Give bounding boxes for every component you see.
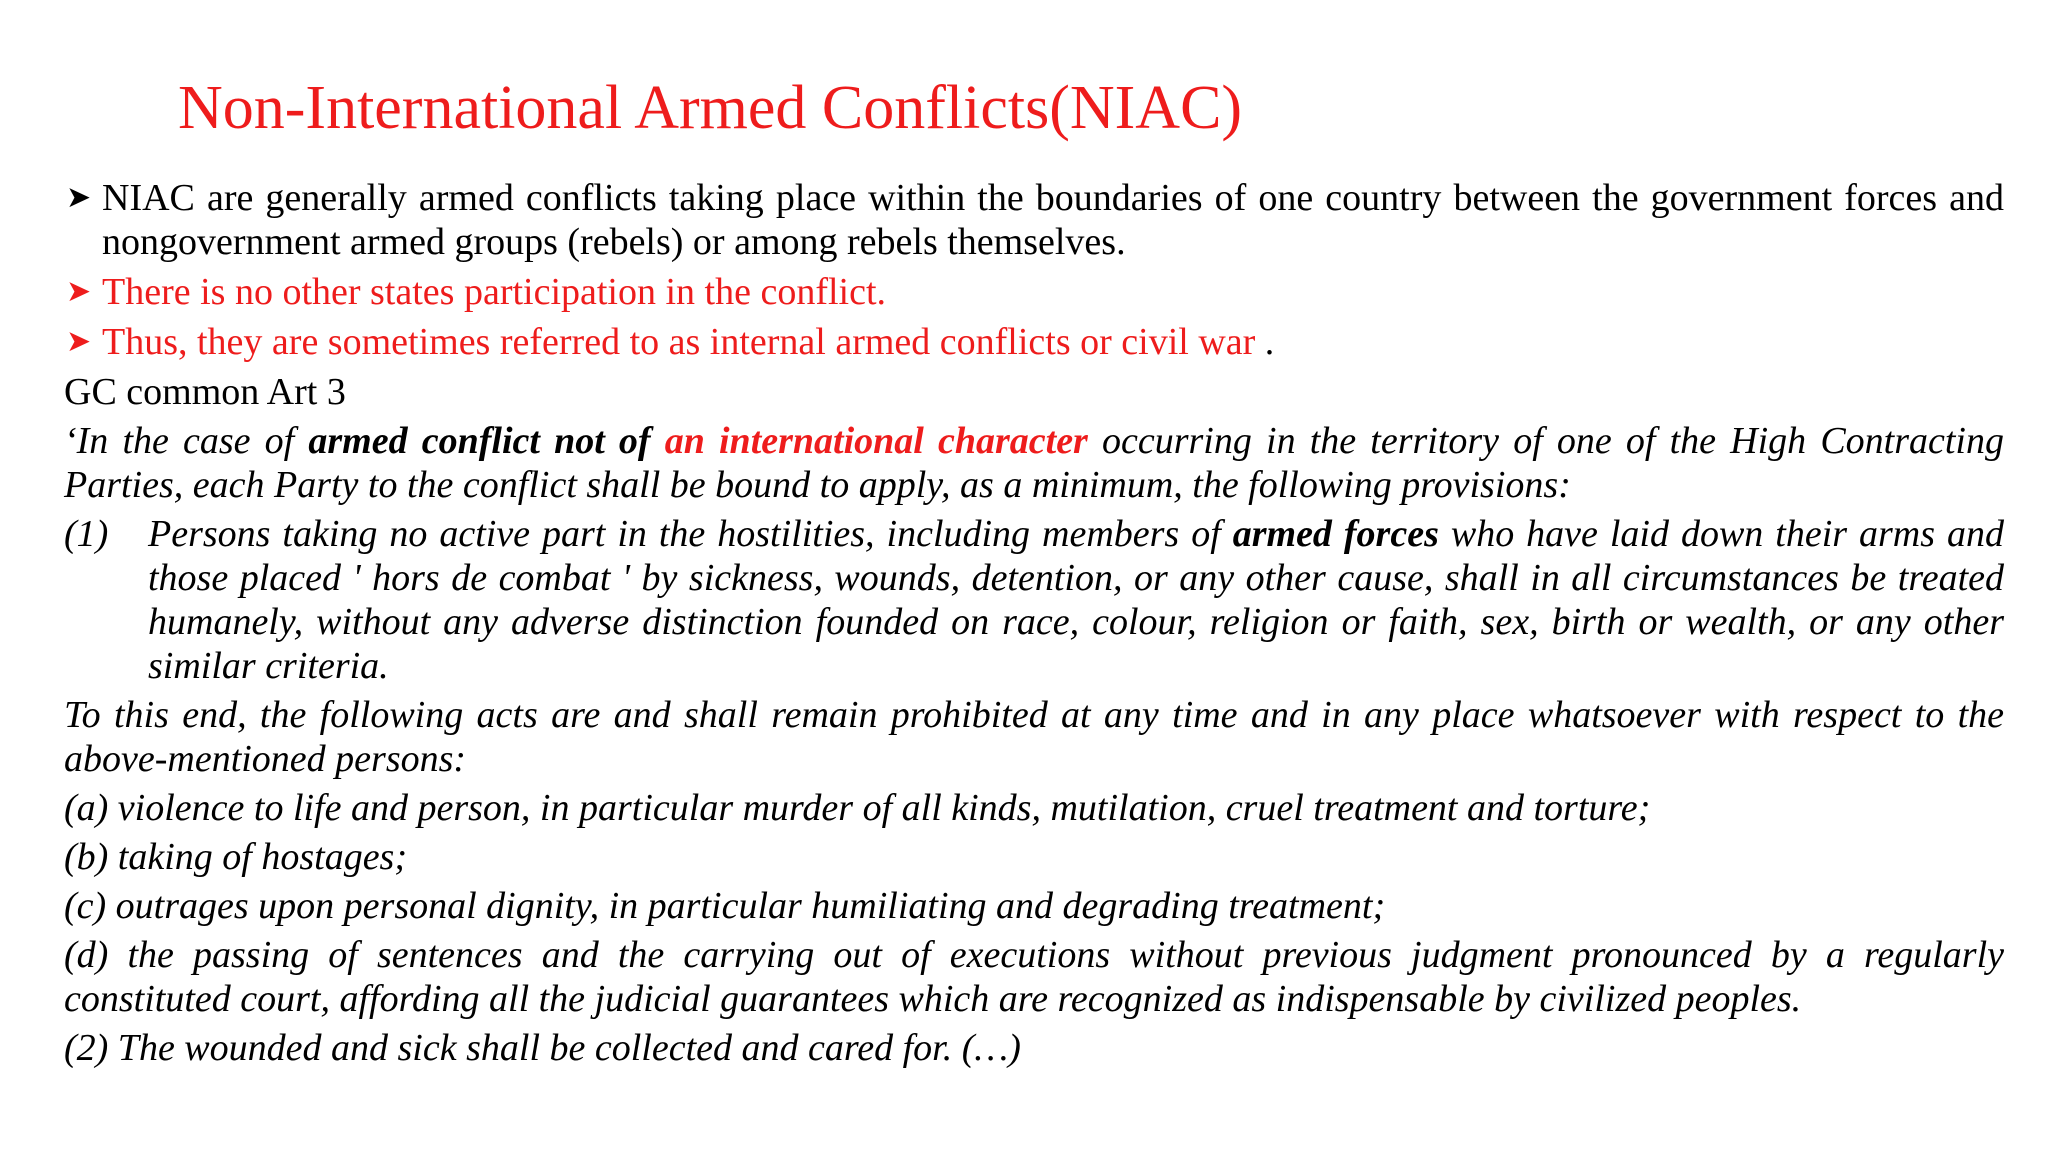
act-item: (c) outrages upon personal dignity, in particular humiliating and degrading treatment; (64, 885, 1386, 927)
subheading: GC common Art 3 (64, 371, 346, 413)
quote-intro-part: ‘In the case of (64, 420, 309, 462)
act-item: (d) the passing of sentences and the carrying out of executions without previous judgment pronounced by a regularly constituted court, affording all the judicial guarantees which are recognized as indispensable by civilized peoples. (64, 934, 2004, 1020)
bullet-item (64, 320, 2004, 364)
item-text-part: who have laid down their arms and those placed ' hors de combat ' by sickness, wounds, detention, or any other cause, shall in all circumstances be treated humanely, without any adverse distinction founded on race, colour, religion or faith, sex, birth or wealth, or any other similar criteria. (148, 513, 2004, 687)
bullet-item (64, 270, 2004, 314)
arrow-bullet-icon: ➤ (66, 181, 92, 214)
bullet-text: NIAC are generally armed conflicts taking place within the boundaries of one country between the government forces and nongovernment armed groups (rebels) or among rebels themselves. (102, 177, 2004, 263)
to-this-end: To this end, the following acts are and shall remain prohibited at any time and in any place whatsoever with respect to the above-mentioned persons: (64, 694, 2004, 780)
arrow-bullet-icon: ➤ (66, 275, 92, 308)
item-number: (1) (64, 513, 109, 555)
bullet-item (64, 176, 2004, 264)
slide-body (64, 176, 2004, 1075)
quote-intro-part: occurring in the territory of one of the High Contracting Parties, each Party to the conflict shall be bound to apply, as a minimum, the following provisions: (64, 420, 2004, 506)
item-text-part: Persons taking no active part in the hostilities, including members of (148, 513, 1233, 555)
quote-bold: armed conflict not of (308, 420, 665, 462)
quote-item-1 (64, 512, 2004, 688)
quote-red-bold: an international character (664, 420, 1088, 462)
act-item: (a) violence to life and person, in particular murder of all kinds, mutilation, cruel treatment and torture; (64, 787, 1651, 829)
slide-title: Non-International Armed Conflicts(NIAC) (178, 74, 1243, 142)
quote-item-2: (2) The wounded and sick shall be collected and cared for. (…) (64, 1027, 1021, 1069)
quote-intro (64, 419, 2004, 507)
bullet-trailing-period: . (1255, 321, 1275, 363)
act-item: (b) taking of hostages; (64, 836, 408, 878)
arrow-bullet-icon: ➤ (66, 325, 92, 358)
bullet-text: Thus, they are sometimes referred to as internal armed conflicts or civil war (102, 321, 1256, 363)
bullet-text: There is no other states participation in the conflict. (102, 271, 887, 313)
item-bold: armed forces (1232, 513, 1439, 555)
